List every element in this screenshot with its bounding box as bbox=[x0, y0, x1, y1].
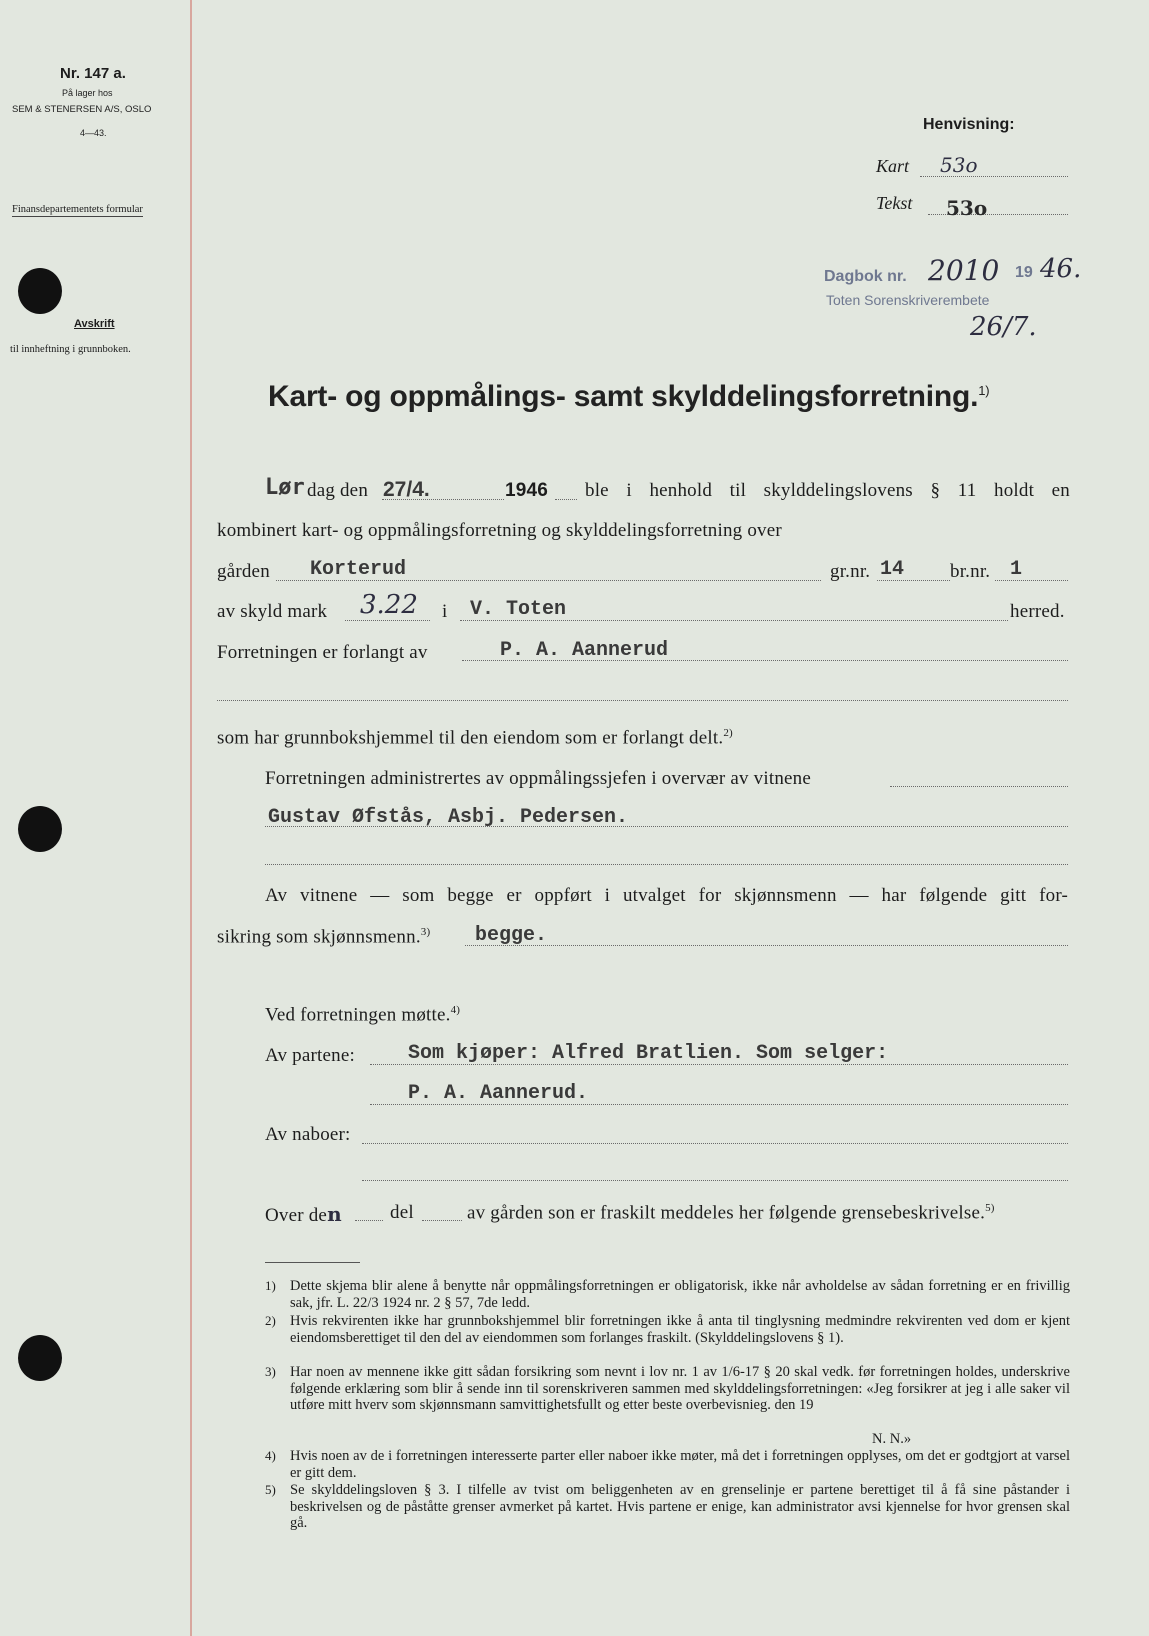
publisher-line2: SEM & STENERSEN A/S, OSLO bbox=[12, 104, 152, 115]
skyld-value: 3.22 bbox=[360, 590, 418, 620]
requested-label: Forretningen er forlangt av bbox=[217, 642, 428, 663]
stamp-date: 26/7. bbox=[970, 312, 1037, 342]
del-label: del bbox=[390, 1202, 414, 1223]
vitner-note: 3) bbox=[420, 926, 431, 938]
farm-label: gården bbox=[217, 561, 270, 582]
boundary-note: 5) bbox=[985, 1202, 995, 1214]
farm-name: Korterud bbox=[310, 558, 407, 581]
grunnbok-text bbox=[217, 727, 733, 749]
punch-hole-middle bbox=[18, 806, 62, 852]
day-prefix: Lør bbox=[265, 475, 305, 500]
boundary-text bbox=[467, 1202, 995, 1224]
over-label bbox=[265, 1202, 342, 1227]
page-title bbox=[268, 380, 989, 414]
vitner-line1: Av vitnene — som begge er oppført i utvalget for skjønnsmenn — har følgende gitt for- bbox=[265, 885, 1068, 906]
form-number: Nr. 147 a. bbox=[60, 65, 126, 82]
administered-text: Forretningen administrertes av oppmålingssjefen i overvær av vitnene bbox=[265, 768, 811, 789]
punch-hole-top bbox=[18, 268, 62, 314]
reference-heading: Henvisning: bbox=[923, 116, 1015, 133]
footnote-mark: 1) bbox=[265, 1278, 276, 1293]
title-footnote-mark: 1) bbox=[978, 383, 990, 398]
kart-value: 53o bbox=[940, 153, 978, 177]
footnote-text: Se skylddelingsloven § 3. I tilfelle av tvist om beliggenheten av en grenselinje er partene berettiget til å få sine påstander i beskrivelsen og de påståtte grenser avmerket på kartet. Hvis partene er enige, kan administrator avsi kjennelse for hvor grensen skal gå. bbox=[290, 1482, 1070, 1531]
bnr-value: 1 bbox=[1010, 558, 1023, 581]
bnr-label: br.nr. bbox=[950, 561, 991, 582]
vitner-line2 bbox=[217, 926, 430, 948]
over-hand: n bbox=[327, 1202, 342, 1226]
skyld-dotline bbox=[345, 620, 430, 621]
line2-text: kombinert kart- og oppmålingsforretning og skylddelingsforretning over bbox=[217, 520, 782, 541]
tekst-value: 53o bbox=[946, 196, 988, 220]
office-name: Toten Sorenskriverembete bbox=[826, 292, 990, 308]
line1-rest: ble i henhold til skylddelingslovens § 11 holdt en bbox=[585, 480, 1070, 501]
footnote-signature: N. N.» bbox=[872, 1431, 912, 1447]
attended-note: 4) bbox=[450, 1004, 461, 1016]
over-text: Over de bbox=[265, 1205, 328, 1226]
year-label bbox=[505, 480, 548, 502]
punch-hole-bottom bbox=[18, 1335, 62, 1381]
gnr-label: gr.nr. bbox=[830, 561, 871, 582]
footnote-mark: 3) bbox=[265, 1364, 276, 1379]
over-dotline bbox=[355, 1220, 383, 1221]
administered-dotline bbox=[890, 786, 1068, 787]
footnote-text: Dette skjema blir alene å benytte når oppmålingsforretningen er obligatorisk, ikke når avholdelse av sådan forretning er en frivillig sak, jfr. L. 22/3 1924 nr. 2 § 57, 7de ledd. bbox=[290, 1278, 1070, 1311]
requested-dotline-2 bbox=[217, 700, 1068, 701]
form-year: 1946 bbox=[505, 480, 549, 501]
del-dotline bbox=[422, 1220, 462, 1221]
publisher-line1: På lager hos bbox=[62, 88, 113, 98]
day-text: dag den bbox=[307, 480, 369, 501]
grunnbok-sentence: som har grunnbokshjemmel til den eiendom som er forlangt delt. bbox=[217, 727, 724, 749]
footnote-divider bbox=[265, 1262, 360, 1263]
footnote-mark: 2) bbox=[265, 1313, 276, 1328]
margin-rule bbox=[190, 0, 192, 1636]
grunnbok-note: 2) bbox=[723, 727, 733, 739]
skyld-label: av skyld mark bbox=[217, 601, 328, 622]
form-origin: Finansdepartementets formular bbox=[12, 204, 143, 215]
tekst-label: Tekst bbox=[876, 193, 913, 213]
attended-text bbox=[265, 1004, 460, 1026]
footnote-text: Har noen av mennene ikke gitt sådan forsikring som nevnt i lov nr. 1 av 1/6-17 § 20 skal vedk. før forretningen holdes, underskrive følgende erklæring som blir å sende inn til sorenskriveren sammen med skylddelingsforretningen: «Jeg forsikrer at jeg i alle saker vil utføre mitt hverv som skjønnsmann samvittighetsfullt og etter beste overbevisnieg. den 19 bbox=[290, 1364, 1070, 1413]
herred-name: V. Toten bbox=[470, 598, 567, 621]
avskrift-label: Avskrift bbox=[74, 318, 115, 330]
year-suffix: 46. bbox=[1040, 254, 1082, 284]
footnote-text: Hvis rekvirenten ikke har grunnbokshjemmel blir forretningen ikke å anta til tinglysning medmindre rekvirenten ved dom er kjent eiendomsberettiget til den del av eiendommen som forlanges fraskilt. (Skylddelingslovens § 1). bbox=[290, 1313, 1070, 1346]
footnote-text: Hvis noen av de i forretningen interesserte parter eller naboer ikke møter, må det i forretningen opplyses, om det er godtgjort at varsel er gitt dem. bbox=[290, 1448, 1070, 1481]
year-prefix: 19 bbox=[1015, 264, 1033, 281]
title-text: Kart- og oppmålings- samt skylddelingsforretning. bbox=[268, 380, 979, 413]
gnr-value: 14 bbox=[880, 558, 905, 581]
neighbours-dotline-2 bbox=[362, 1180, 1068, 1181]
vitner-sentence: sikring som skjønnsmenn. bbox=[217, 926, 421, 948]
attended-sentence: Ved forretningen møtte. bbox=[265, 1004, 451, 1026]
neighbours-label: Av naboer: bbox=[265, 1124, 351, 1145]
boundary-sentence: av gården son er fraskilt meddeles her følgende grensebeskrivelse. bbox=[467, 1202, 986, 1224]
parties-line1: Som kjøper: Alfred Bratlien. Som selger: bbox=[408, 1042, 889, 1065]
witnesses-dotline bbox=[265, 826, 1068, 827]
footnote-mark: 4) bbox=[265, 1448, 276, 1463]
print-date: 4—43. bbox=[80, 128, 107, 138]
herred-label: herred. bbox=[1010, 601, 1065, 622]
dagbok-number: 2010 bbox=[928, 254, 1000, 287]
footnote-mark: 5) bbox=[265, 1482, 276, 1497]
requested-by: P. A. Aannerud bbox=[500, 639, 669, 662]
year-dotline bbox=[555, 499, 577, 500]
parties-label: Av partene: bbox=[265, 1045, 355, 1066]
witnesses-dotline-2 bbox=[265, 864, 1068, 865]
vitner-dotline bbox=[465, 945, 1068, 946]
neighbours-dotline bbox=[362, 1143, 1068, 1144]
dagbok-label: Dagbok nr. bbox=[824, 268, 907, 285]
vitner-value: begge. bbox=[475, 924, 548, 947]
in-label: i bbox=[442, 601, 448, 622]
bnr-dotline bbox=[995, 580, 1068, 581]
witnesses: Gustav Øfstås, Asbj. Pedersen. bbox=[268, 806, 629, 829]
form-date: 27/4. bbox=[383, 478, 430, 501]
parties-line2: P. A. Aannerud. bbox=[408, 1082, 589, 1105]
kart-label: Kart bbox=[876, 156, 910, 176]
avskrift-note: til innheftning i grunnboken. bbox=[10, 344, 131, 355]
